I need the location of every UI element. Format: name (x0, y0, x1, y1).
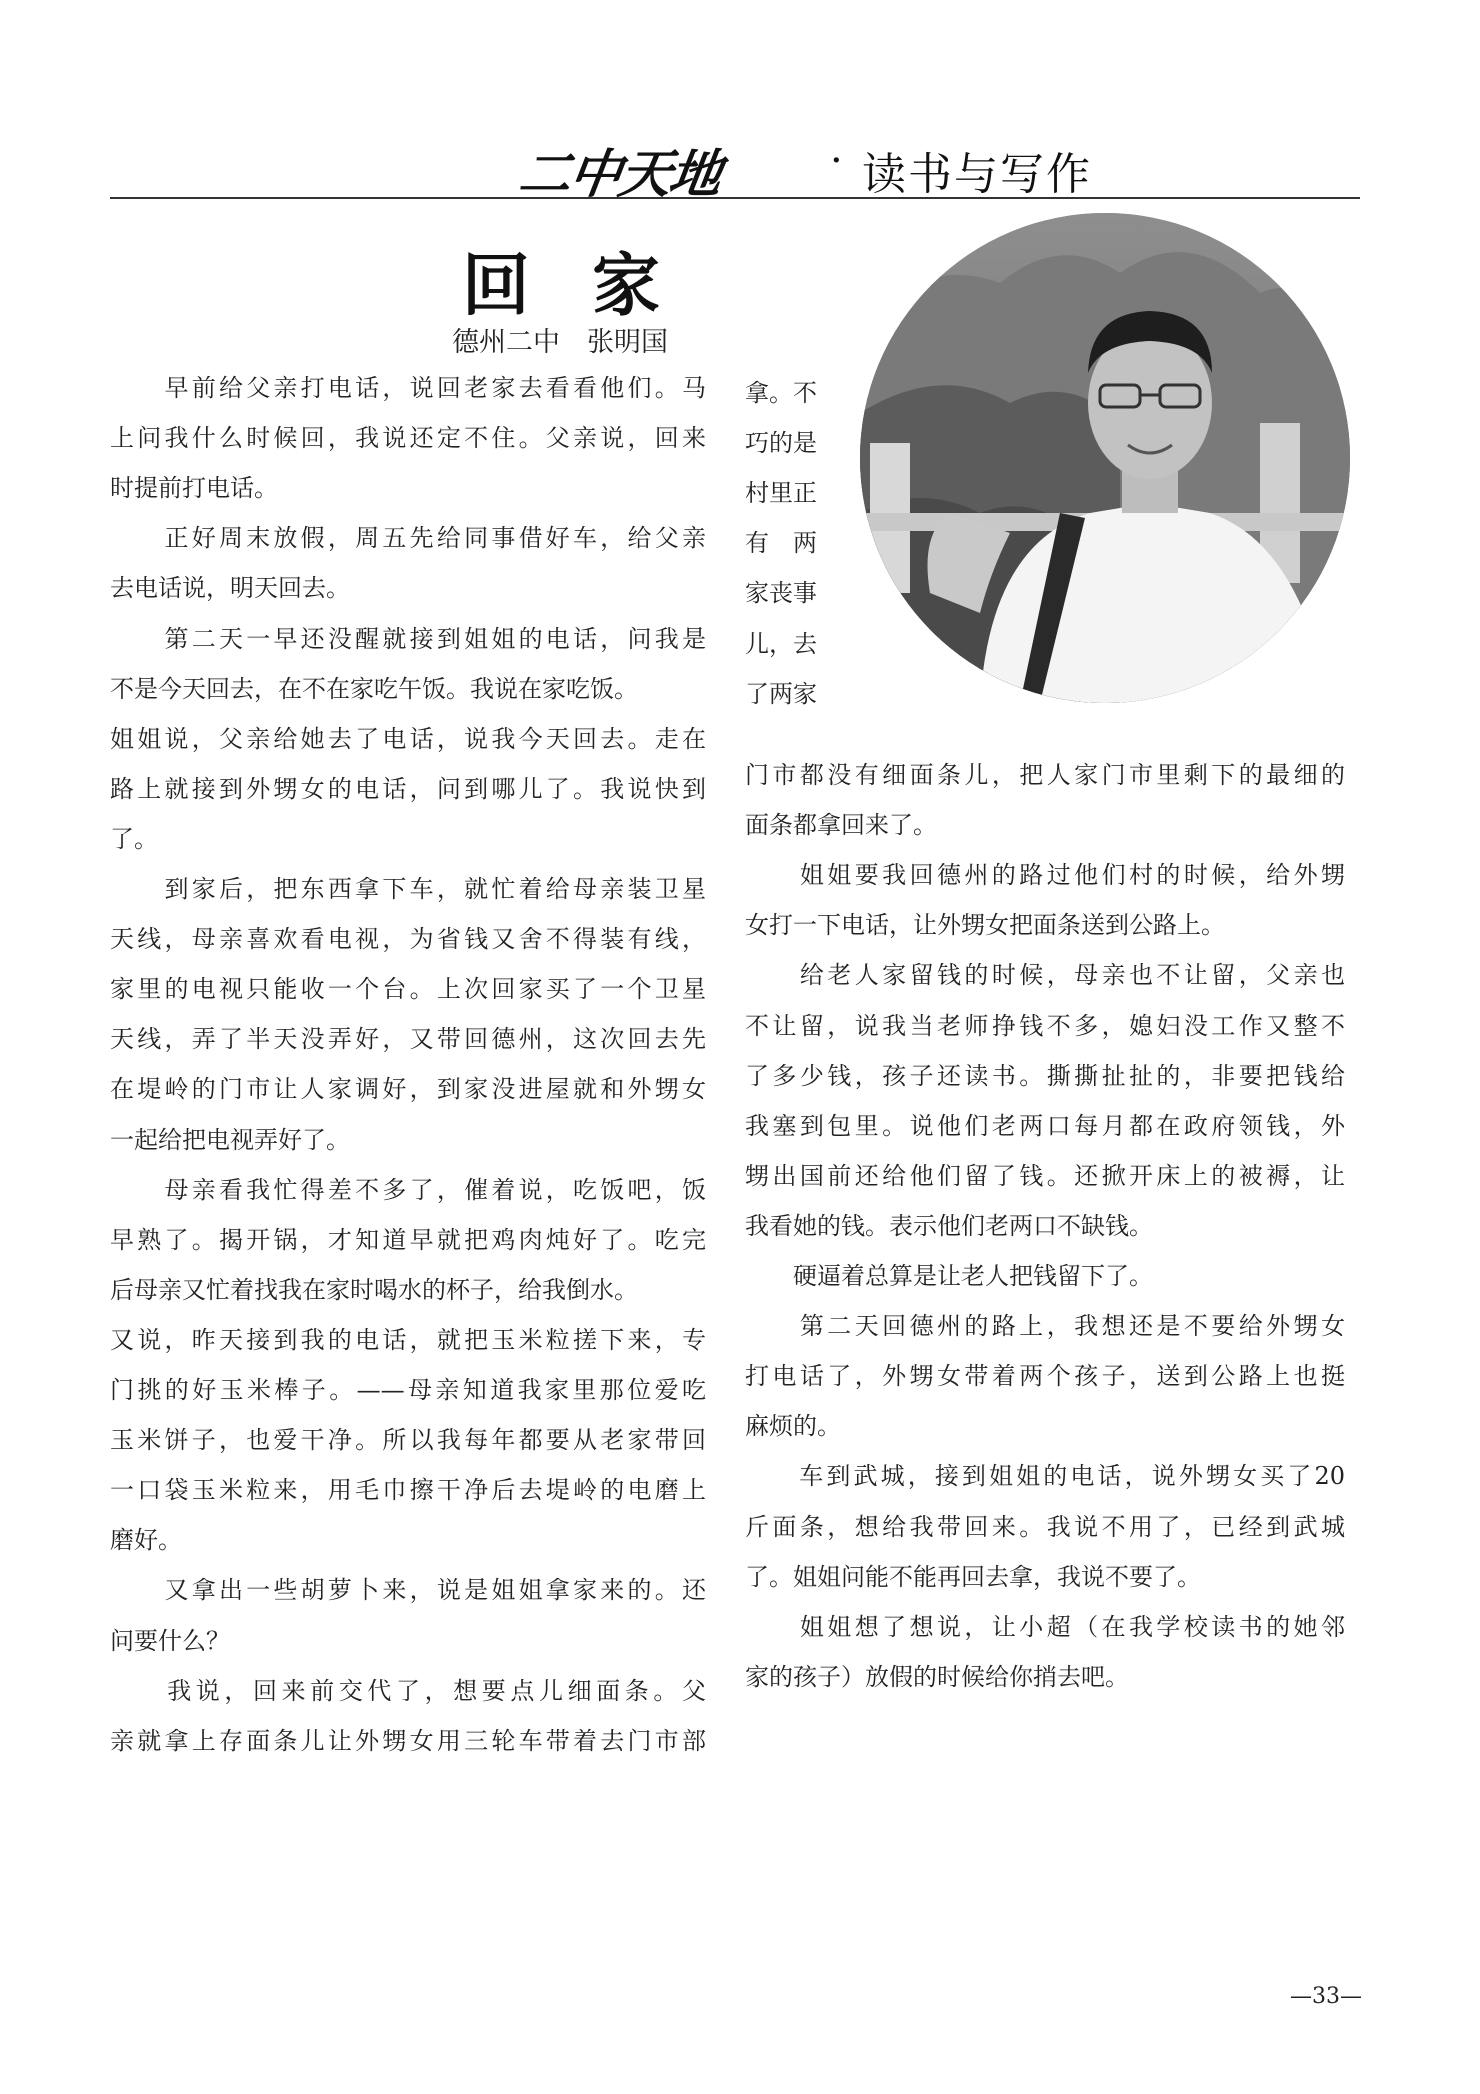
text-line: 路上就接到外甥女的电话，问到哪儿了。我说快到 (110, 774, 706, 803)
text-line: 亲就拿上存面条儿让外甥女用三轮车带着去门市部 (110, 1726, 706, 1755)
text-line: 村里正 (745, 479, 817, 508)
text-line: 到家后，把东西拿下车，就忙着给母亲装卫星 (110, 875, 706, 903)
text-line: 第二天回德州的路上，我想还是不要给外甥女 (745, 1312, 1345, 1341)
text-line: 又说，昨天接到我的电话，就把玉米粒搓下来，专 (110, 1325, 706, 1354)
article-title: 回家 (462, 246, 723, 326)
text-line: 车到武城，接到姐姐的电话，说外甥女买了20 (745, 1462, 1345, 1491)
page-header (110, 130, 1360, 205)
column-logo: 二中天地 (515, 144, 724, 205)
header-rule (110, 197, 1360, 199)
text-line: 早熟了。揭开锅，才知道早就把鸡肉炖好了。吃完 (110, 1225, 706, 1254)
text-line: 上问我什么时候回，我说还定不住。父亲说，回来 (110, 424, 706, 453)
text-line: 我说，回来前交代了，想要点儿细面条。父 (110, 1676, 706, 1705)
text-line: 女打一下电话，让外甥女把面条送到公路上。 (745, 911, 1225, 940)
text-line: 硬逼着总算是让老人把钱留下了。 (745, 1262, 1153, 1290)
text-line: 门挑的好玉米棒子。——母亲知道我家里那位爱吃 (110, 1376, 706, 1404)
text-line: 玉米饼子，也爱干净。所以我每年都要从老家带回 (110, 1426, 706, 1455)
text-line: 姐姐想了想说，让小超（在我学校读书的她邻 (745, 1612, 1345, 1641)
text-line: 去电话说，明天回去。 (110, 574, 350, 603)
text-line: 有 两 (745, 529, 817, 558)
page-number: —33— (1290, 1984, 1362, 2009)
text-line: 早前给父亲打电话，说回老家去看看他们。马 (110, 374, 706, 402)
text-line: 打电话了，外甥女带着两个孩子，送到公路上也挺 (745, 1362, 1345, 1391)
text-line: 了两家 (745, 679, 817, 708)
text-line: 后母亲又忙着找我在家时喝水的杯子，给我倒水。 (110, 1275, 638, 1304)
text-line: 一起给把电视弄好了。 (110, 1125, 350, 1154)
text-line: 姐姐要我回德州的路过他们村的时候，给外甥 (745, 861, 1345, 890)
text-line: 正好周末放假，周五先给同事借好车，给父亲 (110, 524, 706, 553)
text-line: 又拿出一些胡萝卜来，说是姐姐拿家来的。还 (110, 1576, 706, 1605)
text-line: 磨好。 (110, 1526, 182, 1555)
text-line: 家的孩子）放假的时候给你捎去吧。 (745, 1662, 1129, 1691)
text-line: 一口袋玉米粒来，用毛巾擦干净后去堤岭的电磨上 (110, 1476, 706, 1505)
text-line: 在堤岭的门市让人家调好，到家没进屋就和外甥女 (110, 1075, 706, 1104)
portrait-image (860, 213, 1350, 703)
text-line: 甥出国前还给他们留了钱。还掀开床上的被褥，让 (745, 1161, 1345, 1190)
text-line: 了。 (110, 824, 158, 853)
text-line: 面条都拿回来了。 (745, 811, 937, 840)
author-photo (860, 213, 1350, 703)
text-line: 不让留，说我当老师挣钱不多，媳妇没工作又整不 (745, 1011, 1345, 1040)
text-line: 儿，去 (745, 629, 817, 658)
text-line: 门市都没有细面条儿，把人家门市里剩下的最细的 (745, 761, 1345, 789)
text-line: 不是今天回去，在不在家吃午饭。我说在家吃饭。 (110, 674, 638, 703)
text-line: 姐姐说，父亲给她去了电话，说我今天回去。走在 (110, 724, 706, 753)
text-line: 家里的电视只能收一个台。上次回家买了一个卫星 (110, 975, 706, 1004)
article-byline: 德州二中 张明国 (452, 327, 668, 358)
text-line: 麻烦的。 (745, 1412, 841, 1441)
header-separator: · (830, 138, 843, 184)
text-line: 母亲看我忙得差不多了，催着说，吃饭吧，饭 (110, 1175, 706, 1204)
text-line: 时提前打电话。 (110, 474, 278, 503)
text-line: 了多少钱，孩子还读书。撕撕扯扯的，非要把钱给 (745, 1061, 1345, 1090)
text-line: 巧的是 (745, 429, 817, 458)
text-line: 第二天一早还没醒就接到姐姐的电话，问我是 (110, 624, 706, 653)
text-line: 给老人家留钱的时候，母亲也不让留，父亲也 (745, 961, 1345, 990)
text-line: 我塞到包里。说他们老两口每月都在政府领钱，外 (745, 1111, 1345, 1140)
text-line: 我看她的钱。表示他们老两口不缺钱。 (745, 1211, 1153, 1240)
text-line: 斤面条，想给我带回来。我说不用了，已经到武城 (745, 1512, 1345, 1541)
section-title: 读书与写作 (862, 149, 1092, 200)
text-line: 天线，母亲喜欢看电视，为省钱又舍不得装有线， (110, 925, 706, 954)
text-line: 家丧事 (745, 579, 817, 608)
text-line: 天线，弄了半天没弄好，又带回德州，这次回去先 (110, 1025, 706, 1054)
text-line: 了。姐姐问能不能再回去拿，我说不要了。 (745, 1562, 1201, 1591)
text-line: 问要什么？ (110, 1626, 230, 1655)
text-line: 拿。不 (745, 379, 817, 407)
